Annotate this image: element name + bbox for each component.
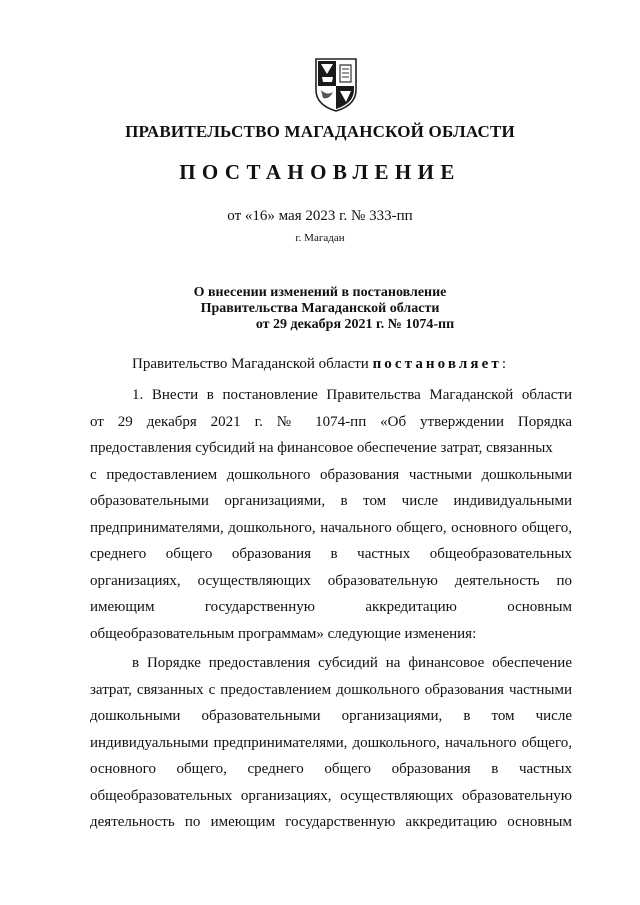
intro-verb: постановляет bbox=[372, 356, 502, 372]
paragraph-1-line: 1. Внести в постановление Правительства Магаданской области bbox=[132, 387, 572, 403]
paragraph-2 bbox=[90, 650, 572, 836]
paragraph-2-line: в Порядке предоставления субсидий на финансовое обеспечение bbox=[132, 655, 572, 671]
title-line-3: от 29 декабря 2021 г. № 1074-пп bbox=[255, 317, 455, 332]
coat-of-arms-emblem bbox=[313, 56, 359, 112]
paragraph-2-line: основного общего, среднего общего образования в частных bbox=[90, 761, 572, 777]
paragraph-1-line: образовательными организациями, в том числе индивидуальными bbox=[90, 493, 572, 509]
paragraph-1-line: от 29 декабря 2021 г. № 1074-пп «Об утверждении Порядка bbox=[90, 413, 572, 430]
intro-colon: : bbox=[501, 356, 507, 372]
paragraph-2-line: дошкольными образовательными организациями, в том числе bbox=[90, 708, 572, 724]
intro-lead: Правительство Магаданской области bbox=[132, 356, 373, 372]
intro-sentence bbox=[132, 356, 506, 373]
paragraph-1-line: организациях, осуществляющих образовательную деятельность по bbox=[90, 572, 572, 589]
paragraph-1 bbox=[90, 382, 572, 647]
paragraph-1-line: общеобразовательным программам» следующие изменения: bbox=[90, 625, 477, 642]
title-line-2: Правительства Магаданской области bbox=[200, 301, 440, 316]
paragraph-1-line: с предоставлением дошкольного образования частными дошкольными bbox=[90, 466, 572, 483]
paragraph-1-line: имеющим государственную аккредитацию основным bbox=[90, 599, 572, 615]
paragraph-1-line: среднего общего образования в частных общеобразовательных bbox=[90, 546, 572, 562]
document-type: ПОСТАНОВЛЕНИЕ bbox=[179, 160, 461, 184]
paragraph-1-line: предпринимателями, дошкольного, начального общего, основного общего, bbox=[90, 519, 572, 536]
paragraph-2-line: деятельность по имеющим государственную аккредитацию основным bbox=[90, 814, 572, 830]
document-title bbox=[0, 285, 640, 333]
decree-date-number: от «16» мая 2023 г. № 333-пп bbox=[227, 208, 413, 224]
paragraph-2-line: индивидуальными предпринимателями, дошкольного, начального общего, bbox=[90, 734, 572, 751]
title-line-1: О внесении изменений в постановление bbox=[193, 285, 447, 300]
government-name: ПРАВИТЕЛЬСТВО МАГАДАНСКОЙ ОБЛАСТИ bbox=[125, 122, 515, 141]
city-name: г. Магадан bbox=[295, 232, 345, 244]
paragraph-1-line: предоставления субсидий на финансовое обеспечение затрат, связанных bbox=[90, 440, 553, 456]
paragraph-2-line: затрат, связанных с предоставлением дошкольного образования частными bbox=[90, 681, 572, 698]
paragraph-2-line: общеобразовательных организациях, осуществляющих образовательную bbox=[90, 787, 572, 804]
